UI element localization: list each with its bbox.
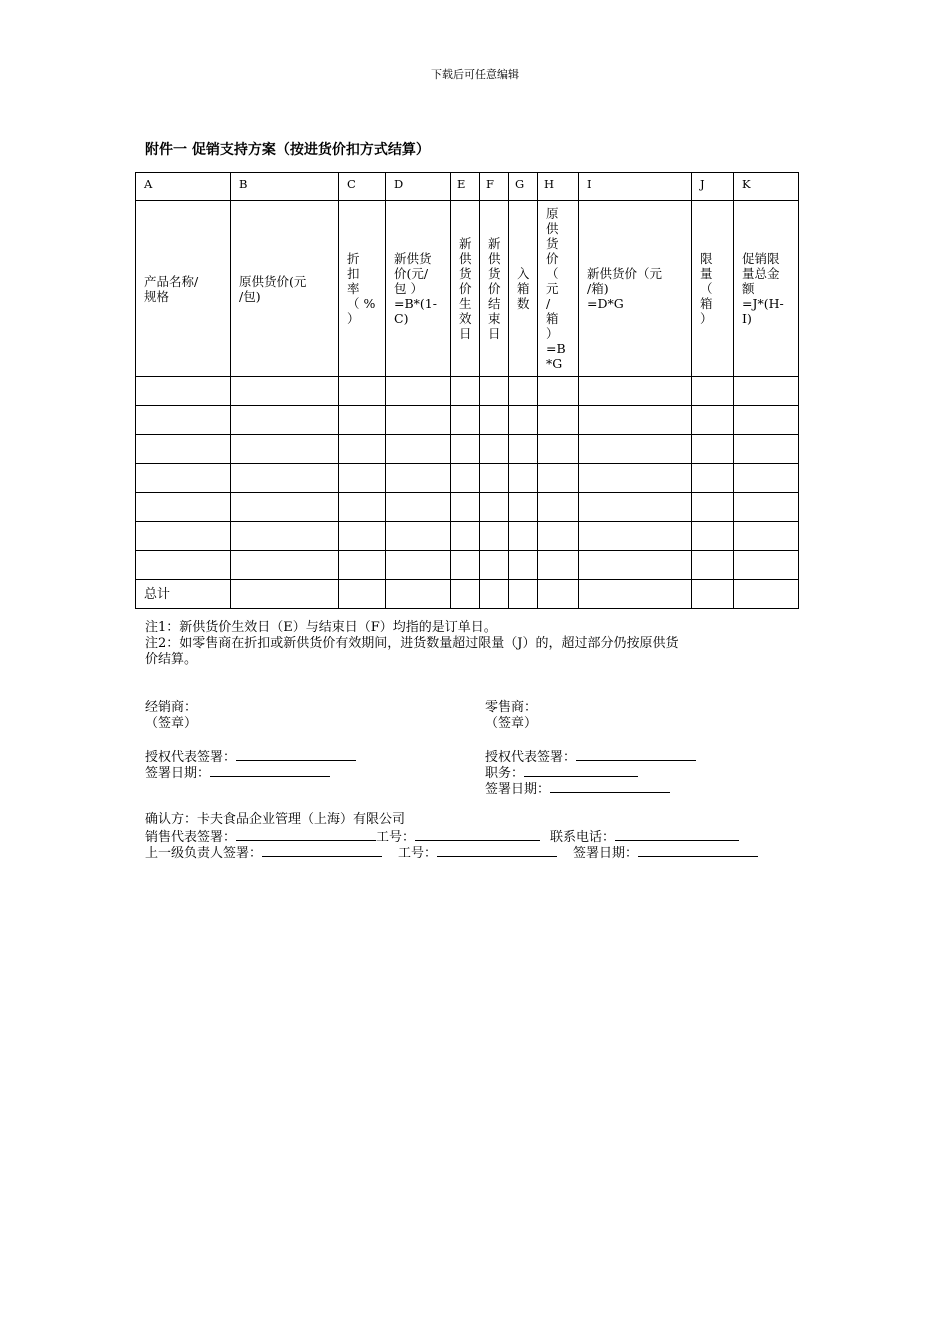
header-text-line: 新: [488, 236, 501, 251]
header-text-line: 新: [459, 236, 472, 251]
header-text-line: 原供货价(元: [239, 273, 307, 289]
retailer-sign-date-label: 签署日期：: [485, 782, 551, 797]
table-cell[interactable]: [451, 522, 480, 551]
header-text-line: 日: [488, 326, 501, 341]
header-text-line: 产品名称/: [144, 273, 199, 289]
table-cell[interactable]: [339, 377, 386, 406]
table-cell[interactable]: [692, 377, 734, 406]
table-cell[interactable]: [231, 580, 339, 609]
table-cell[interactable]: [480, 580, 509, 609]
sign-date2-field[interactable]: [638, 844, 758, 857]
table-cell[interactable]: [538, 551, 579, 580]
header-text: [144, 274, 230, 304]
header-text: [742, 251, 798, 326]
dealer-label: 经销商：: [145, 700, 198, 715]
header-text-line: ）: [347, 311, 360, 326]
header-discount-rate: [339, 201, 386, 377]
table-cell[interactable]: [386, 464, 451, 493]
table-cell[interactable]: [579, 377, 692, 406]
header-text-line: 货: [459, 266, 472, 281]
header-product-name: [136, 201, 231, 377]
employee-no-label: 工号：: [376, 830, 416, 845]
dealer-sign-date-field[interactable]: [210, 764, 330, 777]
header-limit-cases: [692, 201, 734, 377]
table-cell[interactable]: [579, 522, 692, 551]
confirm-party: 确认方：卡夫食品企业管理（上海）有限公司: [145, 812, 406, 827]
table-cell[interactable]: [451, 551, 480, 580]
table-cell[interactable]: [538, 580, 579, 609]
header-text-line: 额: [742, 281, 755, 296]
table-cell[interactable]: [386, 377, 451, 406]
column-letter: C: [339, 173, 386, 201]
table-cell[interactable]: [339, 551, 386, 580]
header-text-line: I): [742, 311, 752, 326]
table-cell[interactable]: [692, 406, 734, 435]
dealer-seal: （签章）: [145, 716, 198, 731]
table-cell[interactable]: [538, 377, 579, 406]
header-text-line: ）: [546, 326, 559, 341]
table-cell[interactable]: [509, 435, 538, 464]
table-cell[interactable]: [692, 435, 734, 464]
header-text-line: 促销限: [742, 251, 780, 266]
header-new-price-pack: [386, 201, 451, 377]
table-cell[interactable]: [231, 464, 339, 493]
total-row: [136, 580, 799, 609]
table-cell[interactable]: [451, 406, 480, 435]
column-letter: G: [509, 173, 538, 201]
table-cell[interactable]: [231, 435, 339, 464]
header-text-line: （: [546, 266, 559, 281]
header-text-line: 箱: [700, 296, 713, 311]
table-cell[interactable]: [579, 406, 692, 435]
table-cell[interactable]: [579, 464, 692, 493]
table-cell[interactable]: [386, 522, 451, 551]
employee-no-field[interactable]: [415, 828, 540, 841]
table-cell[interactable]: [339, 522, 386, 551]
table-cell[interactable]: [579, 551, 692, 580]
header-text-line: ）: [700, 311, 713, 326]
header-text-line: 供: [488, 251, 501, 266]
retailer-position-label: 职务：: [485, 766, 525, 781]
header-text: [517, 266, 537, 311]
header-end-date: [480, 201, 509, 377]
table-cell[interactable]: [579, 435, 692, 464]
header-original-price-case: [538, 201, 579, 377]
column-letter: I: [579, 173, 692, 201]
header-text-line: 新供货: [394, 251, 432, 266]
table-cell[interactable]: [734, 406, 799, 435]
table-cell[interactable]: [386, 551, 451, 580]
table-cell[interactable]: [734, 493, 799, 522]
employee-no2-field[interactable]: [437, 844, 557, 857]
retailer-sign-date-line: [485, 780, 670, 798]
sign-date2-label: 签署日期：: [573, 846, 639, 861]
column-letter: F: [480, 173, 509, 201]
table-row: [136, 551, 799, 580]
table-row: [136, 493, 799, 522]
table-cell[interactable]: [231, 377, 339, 406]
table-cell[interactable]: [339, 493, 386, 522]
table-cell[interactable]: [579, 493, 692, 522]
promotion-table: [135, 172, 799, 609]
header-text-line: 供: [459, 251, 472, 266]
table-cell[interactable]: [734, 464, 799, 493]
table-cell[interactable]: [451, 377, 480, 406]
table-cell[interactable]: [339, 435, 386, 464]
phone-field[interactable]: [615, 828, 739, 841]
header-text-line: 供: [546, 221, 559, 236]
retailer-sign-date-field[interactable]: [550, 780, 670, 793]
table-cell[interactable]: [509, 522, 538, 551]
table-cell[interactable]: [538, 464, 579, 493]
header-text: [488, 236, 508, 341]
header-text: [459, 236, 479, 341]
phone-label: 联系电话：: [550, 830, 616, 845]
column-letter: J: [692, 173, 734, 201]
retailer-auth-rep-label: 授权代表签署：: [485, 750, 577, 765]
header-text: [394, 251, 450, 326]
table-cell[interactable]: [509, 464, 538, 493]
header-text-line: 入: [517, 266, 530, 281]
table-cell[interactable]: [136, 551, 231, 580]
column-letter-row: [136, 173, 799, 201]
column-letter: H: [538, 173, 579, 201]
table-cell[interactable]: [509, 493, 538, 522]
table-cell[interactable]: [692, 580, 734, 609]
table-cell[interactable]: [734, 435, 799, 464]
table-cell[interactable]: [480, 435, 509, 464]
header-text-line: =D*G: [587, 296, 624, 311]
header-text: [700, 251, 733, 326]
table-cell[interactable]: [734, 580, 799, 609]
table-cell[interactable]: [451, 435, 480, 464]
header-effective-date: [451, 201, 480, 377]
table-cell[interactable]: [538, 435, 579, 464]
table-cell[interactable]: [386, 580, 451, 609]
table-row: [136, 464, 799, 493]
header-text-line: 数: [517, 296, 530, 311]
column-letter: D: [386, 173, 451, 201]
header-text: [587, 266, 691, 311]
table-row: [136, 435, 799, 464]
header-text-line: 效: [459, 311, 472, 326]
header-text-line: /: [546, 296, 551, 311]
header-text-line: =B: [546, 341, 566, 356]
header-text-line: C): [394, 311, 409, 326]
header-text-line: 结: [488, 296, 501, 311]
table-cell[interactable]: [136, 522, 231, 551]
header-text-line: 生: [459, 296, 472, 311]
header-text-line: 包 ）: [394, 281, 423, 296]
header-text-line: 限: [700, 251, 713, 266]
note-2: 注2：如零售商在折扣或新供货价有效期间，进货数量超过限量（J）的，超过部分仍按原供货: [145, 636, 679, 651]
table-cell[interactable]: [692, 522, 734, 551]
table-cell[interactable]: [136, 493, 231, 522]
table-cell[interactable]: [231, 406, 339, 435]
table-cell[interactable]: [386, 435, 451, 464]
table-cell[interactable]: [734, 551, 799, 580]
table-cell[interactable]: [451, 493, 480, 522]
table-cell[interactable]: [480, 522, 509, 551]
header-text-line: 元: [546, 281, 559, 296]
header-text: [347, 251, 385, 326]
header-text-line: 价: [488, 281, 501, 296]
notes-section: [145, 620, 805, 668]
table-cell[interactable]: [136, 464, 231, 493]
dealer-auth-rep-field[interactable]: [236, 748, 356, 761]
table-cell[interactable]: [509, 551, 538, 580]
table-cell[interactable]: [734, 377, 799, 406]
retailer-seal: （签章）: [485, 716, 538, 731]
table-cell[interactable]: [339, 464, 386, 493]
table-cell[interactable]: [451, 580, 480, 609]
header-text-line: *G: [546, 356, 563, 371]
retailer-position-field[interactable]: [524, 764, 638, 777]
header-text-line: =J*(H-: [742, 296, 784, 311]
header-text-line: 量总金: [742, 266, 780, 281]
table-cell[interactable]: [480, 377, 509, 406]
header-text-line: 价(元/: [394, 266, 429, 281]
table-row: [136, 377, 799, 406]
note-2-continued: 价结算。: [145, 652, 198, 667]
table-cell[interactable]: [509, 580, 538, 609]
table-cell[interactable]: [480, 493, 509, 522]
header-text-line: 货: [546, 236, 559, 251]
column-letter: K: [734, 173, 799, 201]
table-cell[interactable]: [692, 493, 734, 522]
note-1: 注1：新供货价生效日（E）与结束日（F）均指的是订单日。: [145, 620, 497, 635]
header-text-line: 价: [546, 251, 559, 266]
table-cell[interactable]: [692, 551, 734, 580]
header-case-count: [509, 201, 538, 377]
table-cell[interactable]: [451, 464, 480, 493]
table-cell[interactable]: [538, 522, 579, 551]
table-cell[interactable]: [231, 493, 339, 522]
table-cell[interactable]: [339, 406, 386, 435]
superior-label: 上一级负责人签署：: [145, 846, 263, 861]
header-text-line: =B*(1-: [394, 296, 437, 311]
header-text-line: （: [700, 281, 713, 296]
table-cell[interactable]: [480, 464, 509, 493]
table-cell[interactable]: [480, 551, 509, 580]
column-letter: A: [136, 173, 231, 201]
table-cell[interactable]: [538, 493, 579, 522]
header-text-line: 束: [488, 311, 501, 326]
header-text-line: （ %: [347, 296, 376, 311]
total-label: 总计: [136, 580, 231, 609]
header-limit-total-amount: [734, 201, 799, 377]
table-cell[interactable]: [386, 406, 451, 435]
table-cell[interactable]: [509, 406, 538, 435]
retailer-label: 零售商：: [485, 700, 538, 715]
header-original-price-pack: [231, 201, 339, 377]
header-text-line: 日: [459, 326, 472, 341]
sales-rep-label: 销售代表签署：: [145, 830, 237, 845]
header-text-line: 新供货价（元: [587, 266, 663, 281]
header-text-line: 率: [347, 281, 360, 296]
header-text-line: 价: [459, 281, 472, 296]
table-cell[interactable]: [538, 406, 579, 435]
table-cell[interactable]: [231, 522, 339, 551]
header-text-line: 原: [546, 206, 559, 221]
header-text-line: 箱: [517, 281, 530, 296]
header-text-line: /包): [239, 288, 261, 304]
column-letter: E: [451, 173, 480, 201]
header-text-line: /箱): [587, 281, 609, 296]
retailer-auth-rep-field[interactable]: [576, 748, 696, 761]
table-cell[interactable]: [579, 580, 692, 609]
header-text-line: 货: [488, 266, 501, 281]
header-new-price-case: [579, 201, 692, 377]
header-text: [546, 206, 578, 371]
dealer-sign-date-line: [145, 764, 330, 782]
column-letter: B: [231, 173, 339, 201]
header-text: [239, 274, 338, 304]
table-cell[interactable]: [692, 464, 734, 493]
table-cell[interactable]: [339, 580, 386, 609]
table-cell[interactable]: [136, 406, 231, 435]
header-text-line: 量: [700, 266, 713, 281]
table-cell[interactable]: [386, 493, 451, 522]
table-cell[interactable]: [136, 435, 231, 464]
header-text-line: 扣: [347, 266, 360, 281]
table-row: [136, 522, 799, 551]
header-text-line: 箱: [546, 311, 559, 326]
table-cell[interactable]: [136, 377, 231, 406]
superior-line: [145, 844, 758, 862]
superior-field[interactable]: [262, 844, 382, 857]
employee-no2-label: 工号：: [398, 846, 438, 861]
sales-rep-field[interactable]: [236, 828, 376, 841]
column-header-row: [136, 201, 799, 377]
document-title: 附件一 促销支持方案（按进货价扣方式结算）: [145, 142, 430, 158]
table-row: [136, 406, 799, 435]
header-text-line: 规格: [144, 288, 170, 304]
table-cell[interactable]: [734, 522, 799, 551]
dealer-auth-rep-label: 授权代表签署：: [145, 750, 237, 765]
header-text-line: 折: [347, 251, 360, 266]
table-cell[interactable]: [480, 406, 509, 435]
table-cell[interactable]: [231, 551, 339, 580]
header-note: 下载后可任意编辑: [431, 68, 519, 81]
table-cell[interactable]: [509, 377, 538, 406]
dealer-sign-date-label: 签署日期：: [145, 766, 211, 781]
